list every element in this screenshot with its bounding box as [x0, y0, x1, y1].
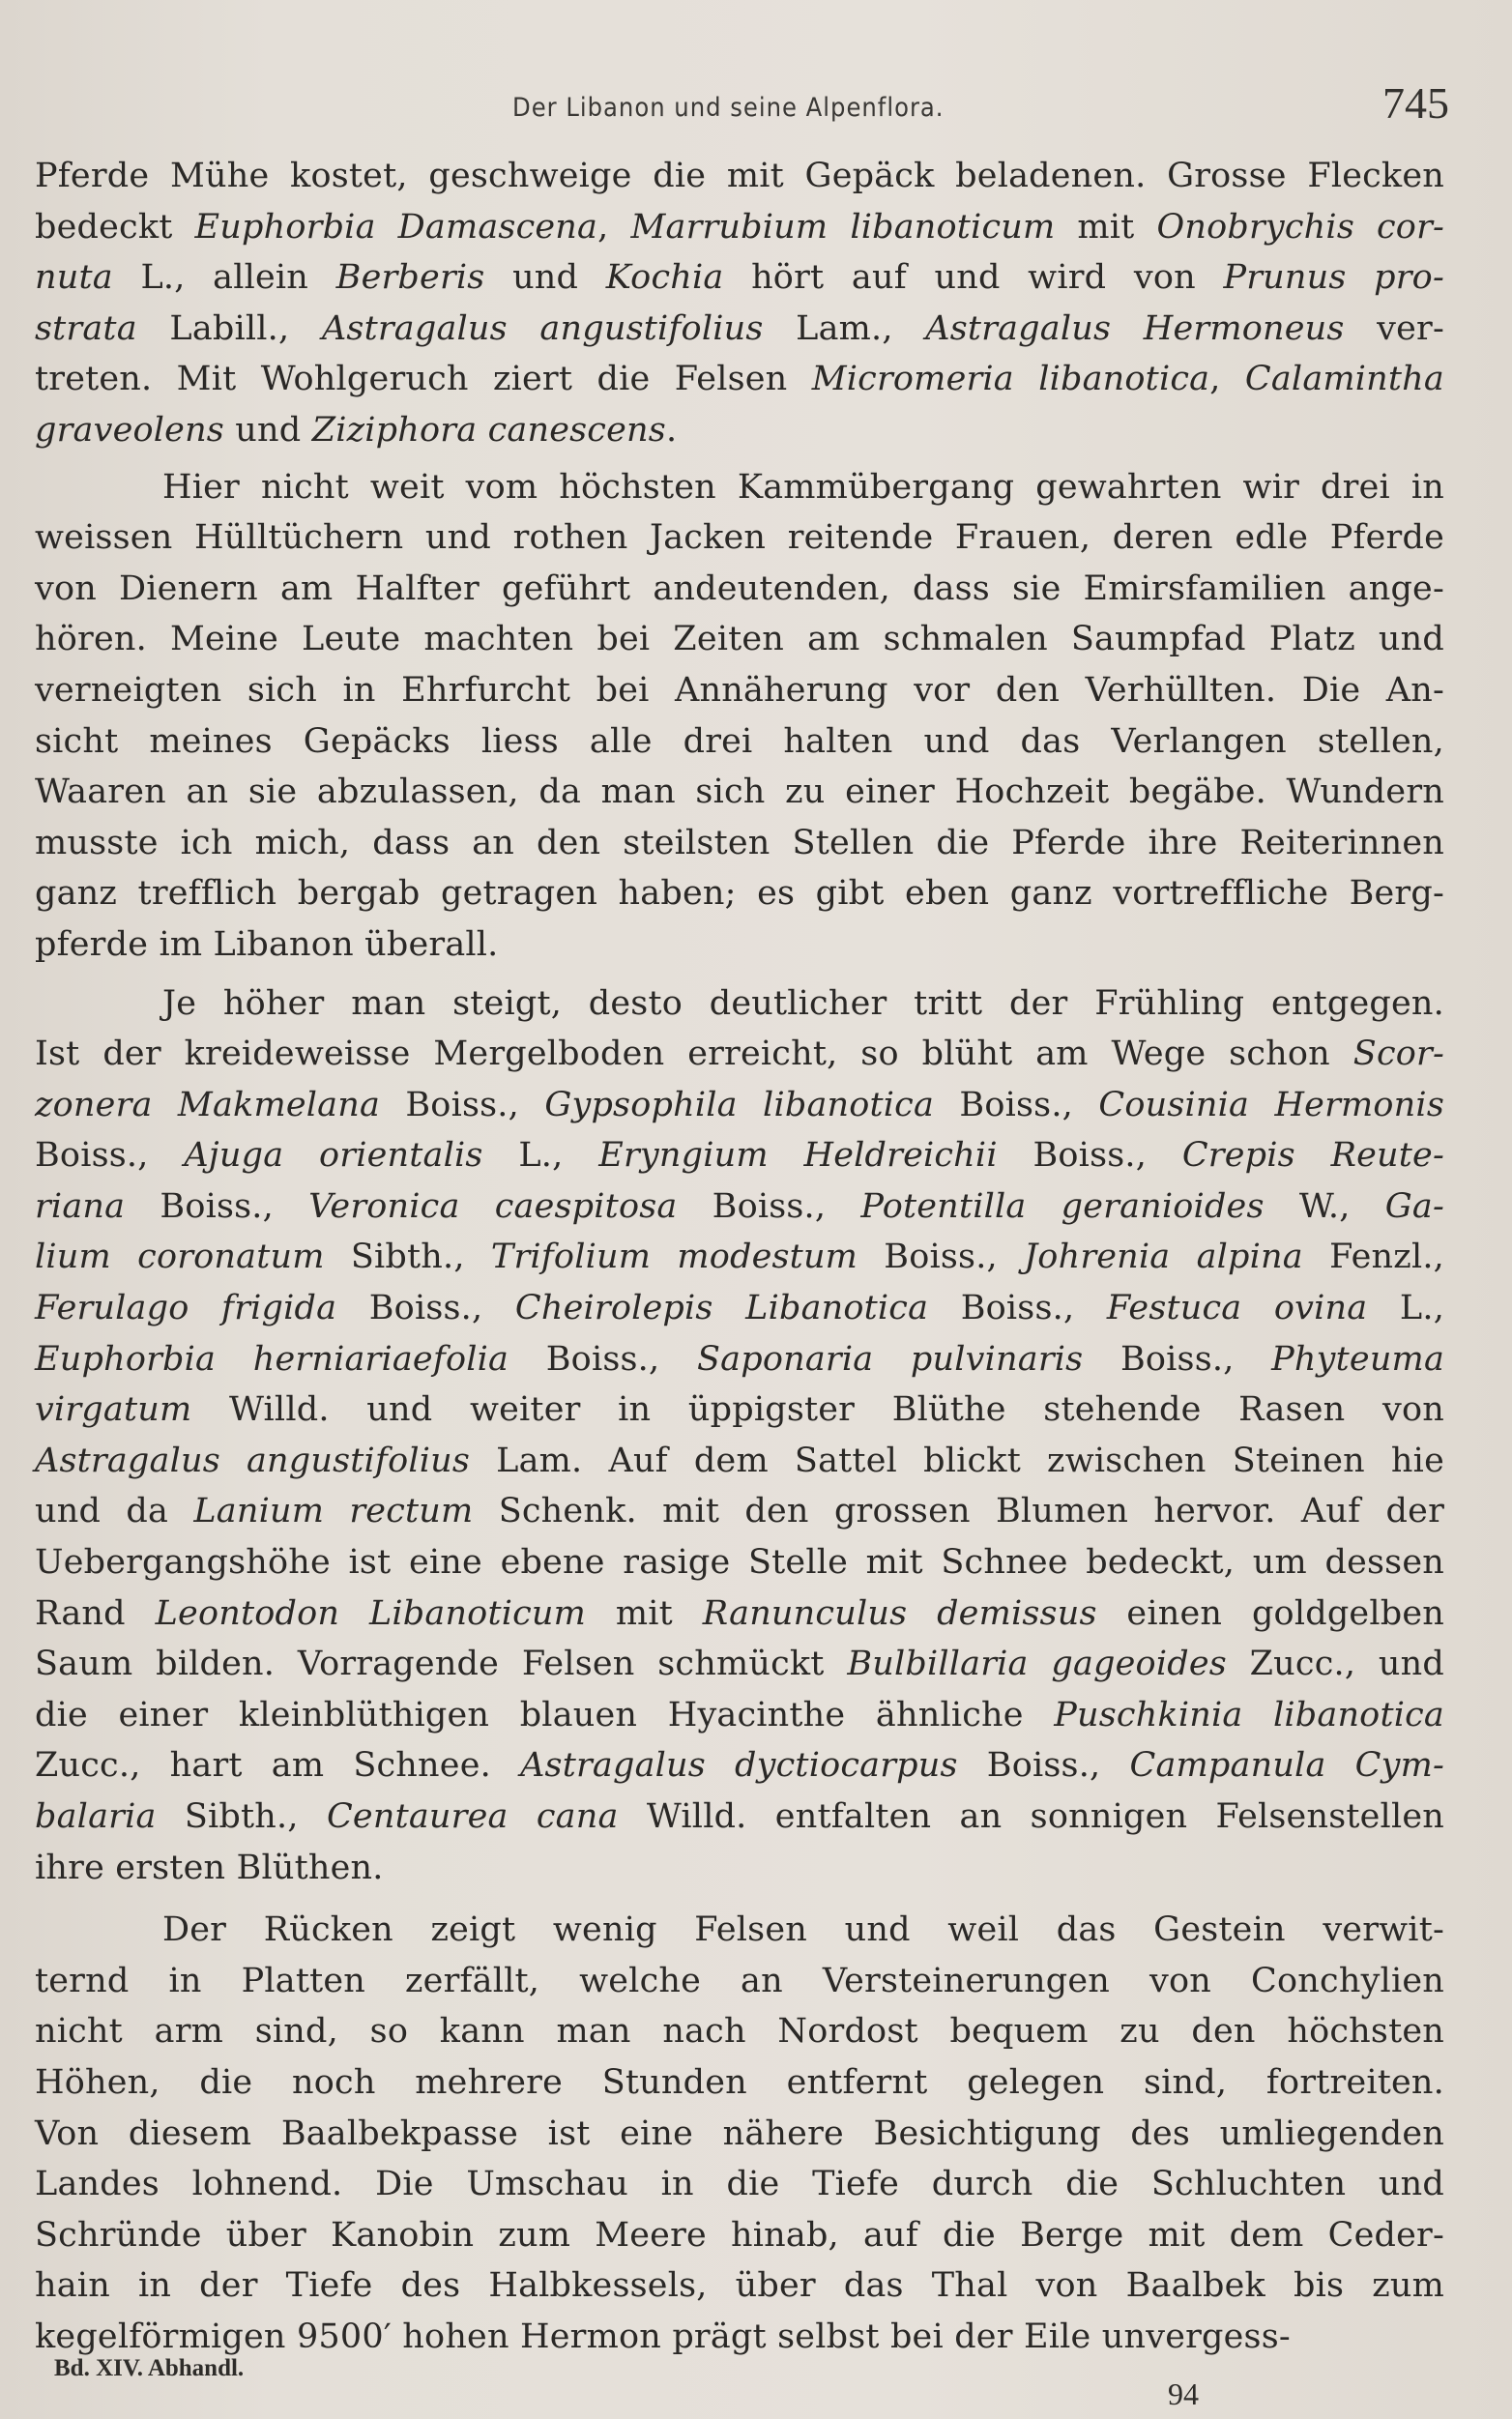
text-line	[35, 1181, 1444, 1233]
text-line	[35, 1905, 1444, 1956]
species-name: Leontodon Libanoticum	[155, 1593, 587, 1633]
text-run: Der Rücken zeigt wenig Felsen und weil das Gestein verwit-	[162, 1910, 1444, 1950]
page-number: 745	[1382, 78, 1449, 128]
species-name: Marrubium libanoticum	[630, 207, 1056, 247]
species-name: Festuca ovina	[1106, 1289, 1368, 1328]
text-line	[35, 1690, 1444, 1741]
species-name: Calamintha	[1244, 360, 1444, 399]
species-name: Prunus pro-	[1223, 258, 1444, 298]
paragraph	[35, 1905, 1444, 2362]
species-name: Ziziphora canescens	[311, 410, 666, 450]
text-line	[35, 512, 1444, 564]
text-line	[35, 1080, 1444, 1131]
text-run: Von diesem Baalbekpasse ist eine nähere Besichtigung des umliegenden	[35, 2113, 1444, 2153]
text-run: treten. Mit Wohlgeruch ziert die Felsen	[35, 360, 812, 399]
text-run: Boiss.,	[858, 1238, 1025, 1277]
text-line	[35, 2210, 1444, 2261]
species-name: nuta	[35, 258, 113, 298]
species-name: lium coronatum	[35, 1238, 325, 1277]
text-line	[35, 978, 1444, 1030]
species-name: Lanium rectum	[193, 1492, 474, 1531]
text-run: ternd in Platten zerfällt, welche an Versteinerungen von Conchylien	[35, 1961, 1444, 2000]
species-name: Puschkinia libanotica	[1054, 1695, 1444, 1734]
text-line	[35, 1130, 1444, 1181]
text-run: Boiss.,	[677, 1186, 861, 1226]
species-name: graveolens	[35, 410, 224, 450]
text-run: Boiss.,	[928, 1289, 1107, 1328]
text-run: L.,	[482, 1136, 599, 1176]
text-run: mit	[1055, 207, 1157, 247]
text-line	[35, 665, 1444, 716]
text-line	[35, 868, 1444, 919]
text-line	[35, 2159, 1444, 2210]
text-line	[35, 614, 1444, 665]
text-run: Pferde Mühe kostet, geschweige die mit Gepäck beladenen. Grosse Flecken	[35, 157, 1444, 195]
species-name: Euphorbia Damascena	[194, 207, 598, 247]
species-name: Astragalus angustifolius	[35, 1441, 471, 1480]
text-run: Labill.,	[136, 308, 322, 348]
species-name: Micromeria libanotica	[811, 360, 1210, 399]
text-line	[35, 2057, 1444, 2109]
text-line	[35, 1843, 1444, 1894]
species-name: Ranunculus demissus	[702, 1593, 1097, 1633]
text-run: Je höher man steigt, desto deutlicher tritt der Frühling entgegen.	[162, 983, 1444, 1023]
text-line	[35, 2109, 1444, 2160]
text-run: Höhen, die noch mehrere Stunden entfernt gelegen sind, fortreiten.	[35, 2062, 1444, 2102]
text-run: die einer kleinblüthigen blauen Hyacinthe ähnliche	[35, 1695, 1055, 1734]
text-line	[35, 151, 1444, 202]
text-run: ,	[1209, 360, 1245, 399]
text-run: musste ich mich, dass an den steilsten Stellen die Pferde ihre Reiterinnen	[35, 823, 1444, 862]
text-run: und	[484, 258, 606, 298]
text-run: Boiss.,	[336, 1289, 515, 1328]
species-name: Cheirolepis Libanotica	[514, 1289, 929, 1328]
text-run: sicht meines Gepäcks liess alle drei halten und das Verlangen stellen,	[35, 721, 1444, 761]
text-run: Boiss.,	[380, 1085, 545, 1124]
text-run: Willd. entfalten an sonnigen Felsenstellen	[618, 1797, 1444, 1836]
running-title: Der Libanon und seine Alpenflora.	[512, 93, 945, 123]
text-line	[35, 405, 1444, 456]
text-run: Boiss.,	[35, 1136, 185, 1176]
text-line	[35, 1639, 1444, 1690]
text-run: Boiss.,	[997, 1136, 1182, 1176]
signature-mark: 94	[1168, 2376, 1199, 2411]
species-name: Eryngium Heldreichii	[598, 1136, 998, 1176]
text-line	[35, 818, 1444, 869]
text-line	[35, 1486, 1444, 1537]
text-run: Ist der kreideweisse Mergelboden erreicht, so blüht am Wege schon	[35, 1035, 1353, 1074]
species-name: Kochia	[605, 258, 724, 298]
text-run: Zucc., und	[1226, 1645, 1444, 1684]
paragraph	[35, 978, 1444, 1894]
text-run: hört auf und wird von	[723, 258, 1224, 298]
species-name: Crepis Reute-	[1181, 1136, 1444, 1176]
text-run: Landes lohnend. Die Umschau in die Tiefe durch die Schluchten und	[35, 2165, 1444, 2204]
text-run: nicht arm sind, so kann man nach Nordost bequem zu den höchsten	[35, 2012, 1444, 2052]
species-name: Onobrychis cor-	[1156, 207, 1445, 247]
text-line	[35, 2260, 1444, 2312]
text-run: bedeckt	[35, 207, 195, 247]
text-run: .	[665, 410, 678, 450]
species-name: Campanula Cym-	[1129, 1746, 1445, 1786]
text-run: einen goldgelben	[1096, 1593, 1444, 1633]
text-line	[35, 1537, 1444, 1588]
text-line	[35, 304, 1444, 355]
text-run: Hier nicht weit vom höchsten Kammübergang gewahrten wir drei in	[162, 467, 1444, 507]
species-name: Astragalus Hermoneus	[925, 308, 1345, 348]
text-line	[35, 1384, 1444, 1436]
text-line	[35, 1956, 1444, 2007]
text-run: Saum bilden. Vorragende Felsen schmückt	[35, 1645, 848, 1684]
text-line	[35, 2006, 1444, 2057]
species-name: Potentilla geranioides	[860, 1186, 1265, 1226]
species-name: Berberis	[335, 258, 485, 298]
text-run: von Dienern am Halfter geführt andeutenden, dass sie Emirsfamilien ange-	[35, 568, 1444, 608]
text-run: Boiss.,	[957, 1746, 1130, 1786]
species-name: Veronica caespitosa	[308, 1186, 678, 1226]
text-run: Lam.,	[763, 308, 926, 348]
species-name: Euphorbia herniariaefolia	[35, 1339, 509, 1379]
species-name: Astragalus angustifolius	[321, 308, 764, 348]
text-line	[35, 564, 1444, 615]
text-run: ver-	[1344, 308, 1444, 348]
text-line	[35, 1334, 1444, 1385]
species-name: Ajuga orientalis	[184, 1136, 483, 1176]
text-run: L.,	[1367, 1289, 1445, 1328]
volume-note: Bd. XIV. Abhandl.	[54, 2355, 245, 2381]
text-run: und	[223, 410, 312, 450]
text-run: weissen Hülltüchern und rothen Jacken reitende Frauen, deren edle Pferde	[35, 518, 1444, 558]
text-line	[35, 1436, 1444, 1487]
species-name: Ga-	[1384, 1186, 1445, 1226]
text-run: Schründe über Kanobin zum Meere hinab, auf die Berge mit dem Ceder-	[35, 2215, 1444, 2255]
text-run: Boiss.,	[1083, 1339, 1272, 1379]
species-name: Phyteuma	[1271, 1339, 1445, 1379]
text-run: Fenzl.,	[1302, 1238, 1444, 1277]
text-run: W.,	[1264, 1186, 1385, 1226]
text-run: Zucc., hart am Schnee.	[35, 1746, 521, 1786]
species-name: Scor-	[1352, 1035, 1444, 1074]
text-line	[35, 1232, 1444, 1283]
paragraph	[35, 462, 1444, 971]
text-run: Sibth.,	[324, 1238, 491, 1277]
text-run: Boiss.,	[509, 1339, 697, 1379]
text-run: ,	[597, 207, 631, 247]
species-name: Cousinia Hermonis	[1098, 1085, 1444, 1124]
text-run: Rand	[35, 1593, 156, 1633]
text-run: L., allein	[112, 258, 336, 298]
species-name: Trifolium modestum	[490, 1238, 858, 1277]
text-run: Sibth.,	[156, 1797, 327, 1836]
text-run: und da	[35, 1492, 194, 1531]
species-name: Bulbillaria gageoides	[847, 1645, 1227, 1684]
text-line	[35, 767, 1444, 818]
text-run: ihre ersten Blüthen.	[35, 1848, 384, 1887]
text-line	[35, 252, 1444, 304]
text-run: Boiss.,	[934, 1085, 1099, 1124]
body-text	[35, 151, 1444, 2367]
text-line	[35, 354, 1444, 405]
species-name: Johrenia alpina	[1024, 1238, 1303, 1277]
species-name: riana	[35, 1186, 126, 1226]
species-name: Ferulago frigida	[35, 1289, 337, 1328]
species-name: virgatum	[35, 1390, 192, 1430]
species-name: Astragalus dyctiocarpus	[520, 1746, 958, 1786]
text-run: Willd. und weiter in üppigster Blüthe stehende Rasen von	[191, 1390, 1444, 1430]
text-run: hören. Meine Leute machten bei Zeiten am schmalen Saumpfad Platz und	[35, 620, 1444, 659]
page-footer	[0, 2355, 1512, 2413]
text-run: Schenk. mit den grossen Blumen hervor. Auf der	[473, 1492, 1444, 1531]
paragraph	[35, 151, 1444, 456]
text-run: kegelförmigen 9500′ hohen Hermon prägt selbst bei der Eile unvergess-	[35, 2317, 1291, 2356]
text-run: mit	[586, 1593, 703, 1633]
text-line	[35, 1029, 1444, 1080]
text-line	[35, 462, 1444, 513]
text-run: hain in der Tiefe des Halbkessels, über das Thal von Baalbek bis zum	[35, 2266, 1444, 2306]
text-run: Waaren an sie abzulassen, da man sich zu einer Hochzeit begäbe. Wundern	[35, 772, 1444, 812]
text-line	[35, 1283, 1444, 1334]
species-name: Saponaria pulvinaris	[696, 1339, 1084, 1379]
species-name: zonera Makmelana	[35, 1085, 381, 1124]
text-line	[35, 1740, 1444, 1792]
text-run: Lam. Auf dem Sattel blickt zwischen Steinen hie	[470, 1441, 1444, 1480]
text-run: verneigten sich in Ehrfurcht bei Annäherung vor den Verhüllten. Die An-	[35, 670, 1444, 710]
text-line	[35, 202, 1444, 253]
text-line	[35, 1588, 1444, 1640]
text-run: Boiss.,	[125, 1186, 309, 1226]
text-run: ganz trefflich bergab getragen haben; es gibt eben ganz vortreffliche Berg-	[35, 874, 1444, 914]
running-head	[0, 78, 1512, 133]
text-run: pferde im Libanon überall.	[35, 924, 499, 964]
text-run: Uebergangshöhe ist eine ebene rasige Stelle mit Schnee bedeckt, um dessen	[35, 1543, 1444, 1583]
text-line	[35, 1792, 1444, 1843]
text-line	[35, 919, 1444, 971]
species-name: strata	[35, 308, 137, 348]
text-line	[35, 716, 1444, 768]
species-name: Centaurea cana	[326, 1797, 619, 1836]
species-name: balaria	[35, 1797, 157, 1836]
species-name: Gypsophila libanotica	[544, 1085, 935, 1124]
